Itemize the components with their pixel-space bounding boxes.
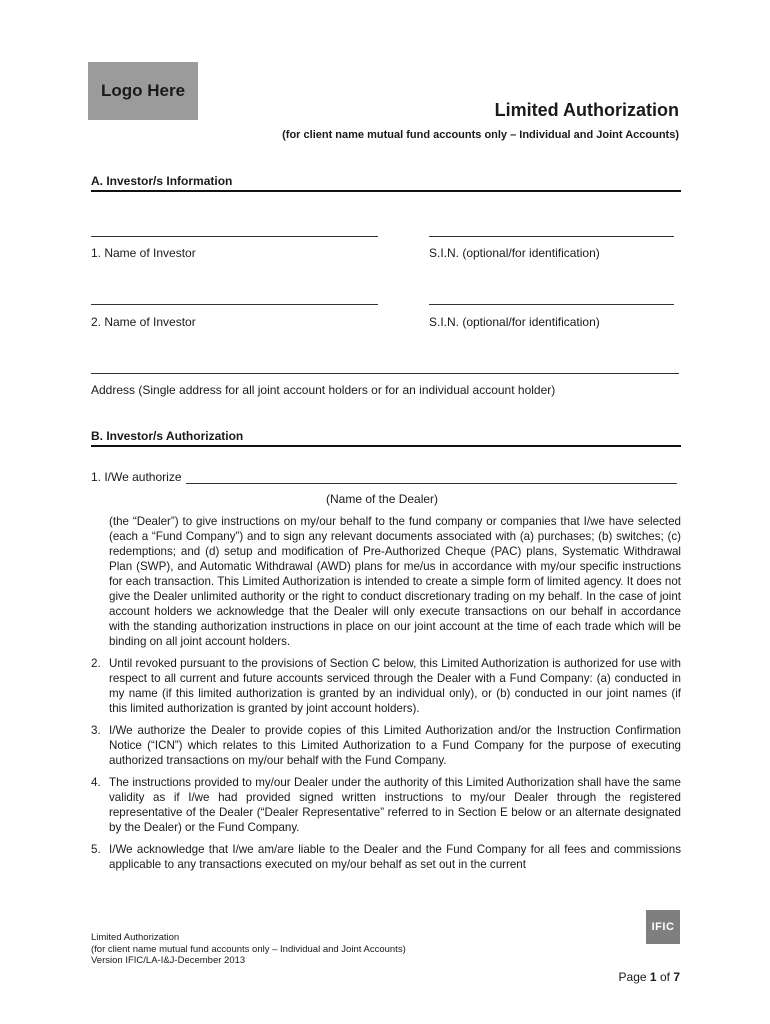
clause-3: [91, 723, 681, 768]
clause-number: 3.: [91, 724, 101, 737]
authorize-prefix: 1. I/We authorize: [91, 470, 182, 484]
address-label: Address (Single address for all joint account holders or for an individual account holder): [91, 383, 556, 397]
investor2-name-label: 2. Name of Investor: [91, 315, 196, 329]
document-title: Limited Authorization: [494, 100, 679, 120]
clause-number: 2.: [91, 657, 101, 670]
investor2-sin-label: S.I.N. (optional/for identification): [429, 315, 600, 329]
investor1-name-line[interactable]: [91, 236, 378, 237]
clause-text: I/We acknowledge that I/we am/are liable to the Dealer and the Fund Company for all fees and commissions applicable to any transactions executed on my/our behalf as set out in the current: [109, 843, 681, 871]
clause-number: 5.: [91, 843, 101, 856]
footer-text: [91, 932, 406, 967]
clause-text: Until revoked pursuant to the provisions of Section C below, this Limited Authorization is authorized for use with respect to all current and future accounts serviced through the Dealer with a Fund Company: (a) conducted in my name (if this limited authorization is granted by an individual only), or (b) conducted in our joint names (if this limited authorization is granted by joint account holders).: [109, 657, 681, 715]
investor1-sin-line[interactable]: [429, 236, 674, 237]
investor2-sin-line[interactable]: [429, 304, 674, 305]
investor1-sin-label: S.I.N. (optional/for identification): [429, 246, 600, 260]
dealer-name-caption: (Name of the Dealer): [326, 492, 439, 506]
clause-text: I/We authorize the Dealer to provide copies of this Limited Authorization and/or the Instruction Confirmation Notice (“ICN”) which relates to this Limited Authorization to a Fund Company for the purpose of executing authorized transactions on my/our behalf with the Fund Company.: [109, 724, 681, 767]
footer-line-3: Version IFIC/LA-I&J-December 2013: [91, 955, 246, 966]
section-a-heading: A. Investor/s Information: [91, 174, 681, 192]
footer-line-2: (for client name mutual fund accounts only – Individual and Joint Accounts): [91, 943, 406, 955]
page-number: Page 1 of 7: [618, 970, 680, 984]
clause-2: [91, 656, 681, 716]
dealer-name-line[interactable]: [186, 471, 678, 484]
logo-placeholder: Logo Here: [88, 62, 198, 120]
address-line[interactable]: [91, 373, 679, 374]
clause-4: [91, 775, 681, 835]
dealer-authorize-row: [91, 470, 681, 484]
investor2-name-line[interactable]: [91, 304, 378, 305]
clause-text: The instructions provided to my/our Dealer under the authority of this Limited Authorization shall have the same validity as if I/we had provided signed written instructions to my/our Dealer through the registered representative of the Dealer (“Dealer Representative” referred to in Section E below or an alternate designated by the Dealer) or the Fund Company.: [109, 776, 681, 834]
clause-number: 4.: [91, 776, 101, 789]
authorization-clauses: [91, 514, 681, 879]
clause-5: [91, 842, 681, 872]
investor1-name-label: 1. Name of Investor: [91, 246, 196, 260]
clause-1-continuation: (the “Dealer”) to give instructions on my/our behalf to the fund company or companies that I/we have selected (each a “Fund Company”) and to sign any relevant documents associated with (a) purchases; (b) switches; (c) redemptions; and (d) setup and modification of Pre-Authorized Cheque (PAC) plans, Systematic Withdrawal Plan (SWP), and Automatic Withdrawal (AWD) plans for me/us in accordance with my/our specific instructions for each transaction. This Limited Authorization is intended to create a simple form of limited agency. It does not give the Dealer unlimited authority or the right to conduct discretionary trading on my behalf. In the case of joint account holders we acknowledge that the Dealer will only execute transactions on our behalf in accordance with the standing authorization instructions in place on our joint account at the time of each trade which will be binding on all joint account holders.: [109, 515, 681, 648]
section-b-heading: B. Investor/s Authorization: [91, 429, 681, 447]
footer-line-1: Limited Authorization: [91, 932, 180, 943]
document-subtitle: (for client name mutual fund accounts only – Individual and Joint Accounts): [282, 129, 679, 141]
ific-logo: IFIC: [646, 910, 680, 944]
